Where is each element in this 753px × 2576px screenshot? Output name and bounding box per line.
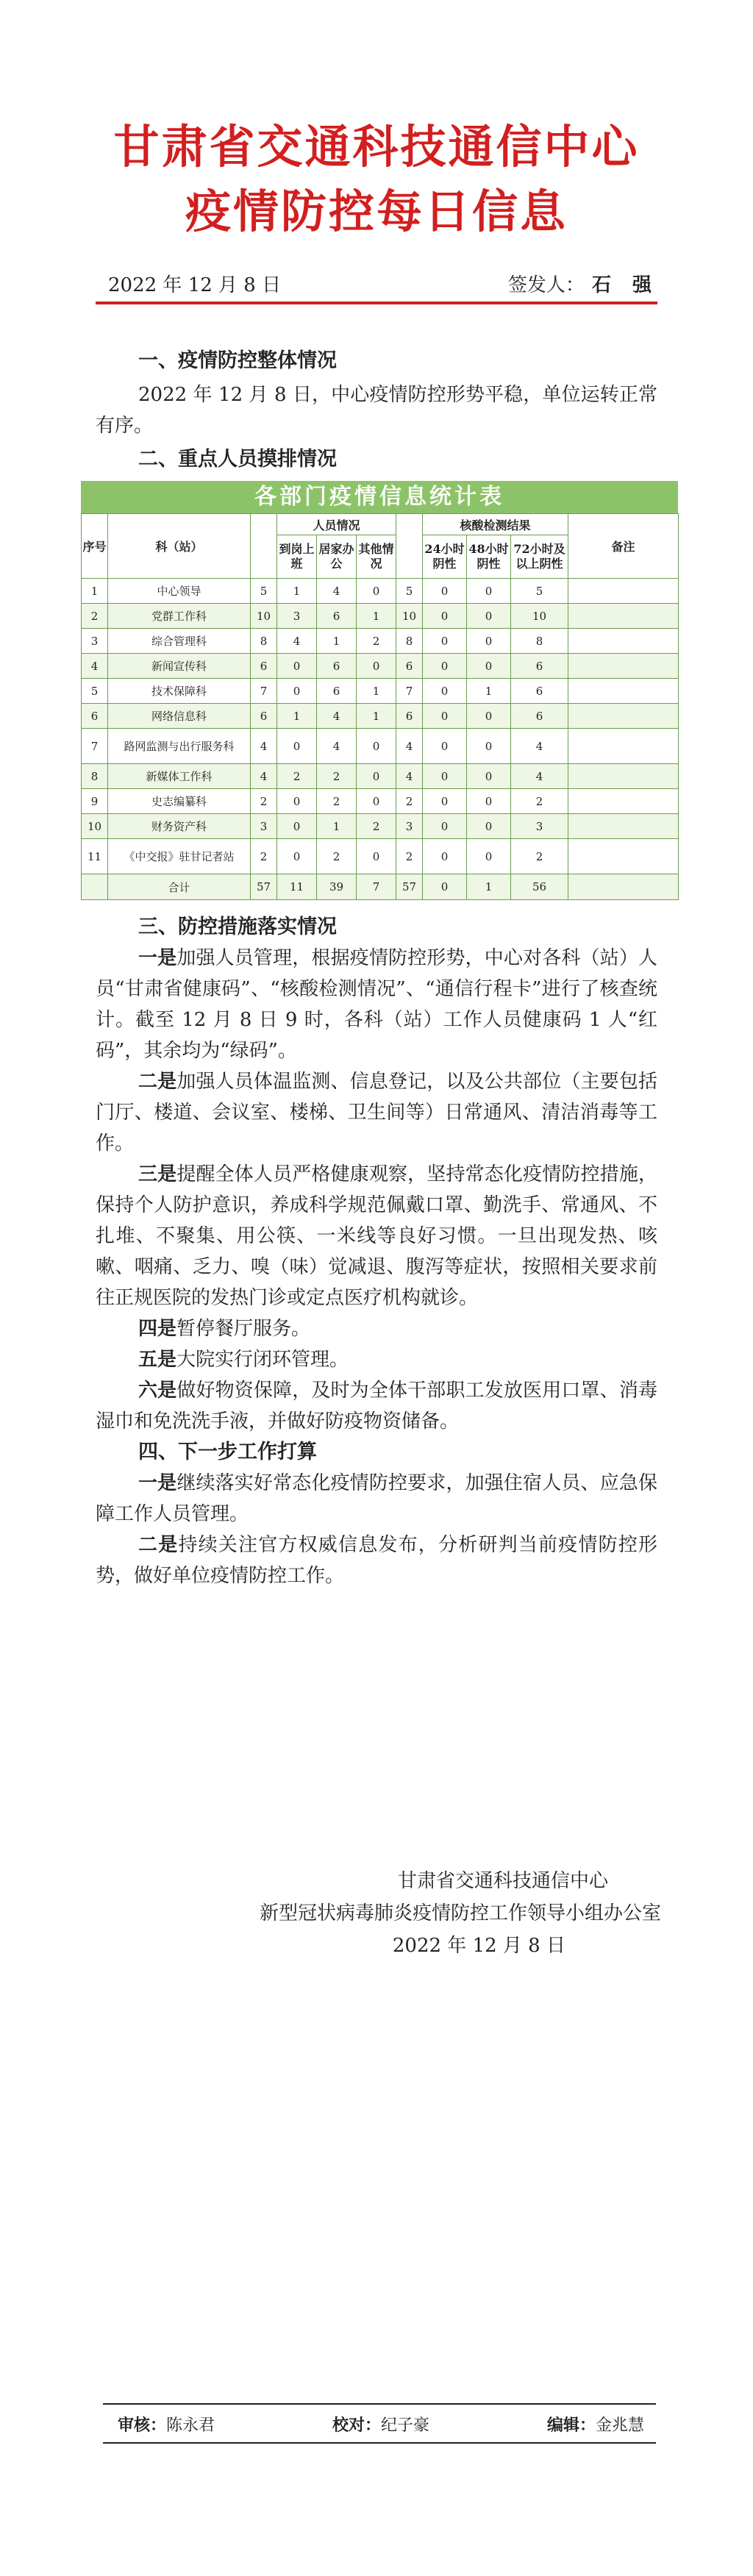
cell-total: 7 xyxy=(251,679,277,704)
credit-edit xyxy=(547,2411,644,2441)
section-1-heading: 一、疫情防控整体情况 xyxy=(138,349,337,372)
cell-home: 2 xyxy=(317,764,357,789)
cell-total: 2 xyxy=(251,839,277,874)
header-divider xyxy=(96,302,657,304)
cell-remark xyxy=(568,629,679,654)
cell-home: 1 xyxy=(317,814,357,839)
cell-h24: 2 xyxy=(396,789,423,814)
section4-item xyxy=(96,1530,657,1591)
signer-name: 石 强 xyxy=(591,274,659,296)
header-personnel-group: 人员情况 xyxy=(277,514,396,535)
review-name: 陈永君 xyxy=(166,2416,215,2435)
cell-h24: 10 xyxy=(396,604,423,629)
cell-name: 技术保障科 xyxy=(108,679,251,704)
cell-total: 8 xyxy=(251,629,277,654)
table-row xyxy=(82,654,679,679)
proof-name: 纪子豪 xyxy=(381,2416,430,2435)
footer-office: 新型冠状病毒肺炎疫情防控工作领导小组办公室 xyxy=(259,1902,661,1924)
section-1 xyxy=(96,346,657,475)
cell-seq: 8 xyxy=(82,764,108,789)
section3-item xyxy=(96,1066,657,1159)
cell-h48: 0 xyxy=(423,654,467,679)
cell-home: 6 xyxy=(317,654,357,679)
cell-total: 10 xyxy=(251,604,277,629)
cell-seq: 3 xyxy=(82,629,108,654)
table-row xyxy=(82,839,679,874)
cell-name: 中心领导 xyxy=(108,579,251,604)
cell-total: 3 xyxy=(251,814,277,839)
cell-h72: 0 xyxy=(467,579,511,604)
cell-h72: 1 xyxy=(467,679,511,704)
section-1-paragraph: 2022 年 12 月 8 日，中心疫情防控形势平稳，单位运转正常有序。 xyxy=(96,384,657,437)
table-title: 各部门疫情信息统计表 xyxy=(81,481,678,513)
cell-h72: 0 xyxy=(467,604,511,629)
item-text: 暂停餐厅服务。 xyxy=(176,1318,311,1340)
proof-label: 校对： xyxy=(332,2416,382,2435)
item-lead: 一是 xyxy=(138,1472,177,1494)
cell-onsite: 4 xyxy=(277,629,317,654)
credits-top-rule xyxy=(103,2403,656,2405)
item-text: 加强人员管理，根据疫情防控形势，中心对各科（站）人员“甘肃省健康码”、“核酸检测情况”、“通信行程卡”进行了核查统计。截至 12 月 8 日 9 时，各科（站）工作人员健康码 1 人“红码”，其余均为“绿码”。 xyxy=(96,947,657,1062)
header-dept: 科（站） xyxy=(108,514,251,579)
cell-total: 6 xyxy=(251,704,277,729)
cell-onsite: 2 xyxy=(277,764,317,789)
cell-h72p: 6 xyxy=(511,679,568,704)
item-text: 持续关注官方权威信息发布，分析研判当前疫情防控形势，做好单位疫情防控工作。 xyxy=(96,1534,657,1587)
cell-h72p: 2 xyxy=(511,789,568,814)
table-row xyxy=(82,679,679,704)
section3-item xyxy=(96,1344,657,1375)
cell-remark xyxy=(568,789,679,814)
cell-onsite: 0 xyxy=(277,789,317,814)
total-cell-other: 7 xyxy=(357,874,396,900)
cell-seq: 9 xyxy=(82,789,108,814)
total-cell-remark xyxy=(568,874,679,900)
item-lead: 三是 xyxy=(138,1163,177,1185)
item-lead: 六是 xyxy=(138,1380,177,1402)
cell-other: 0 xyxy=(357,839,396,874)
cell-h72p: 6 xyxy=(511,654,568,679)
header-gap xyxy=(396,514,423,579)
cell-other: 0 xyxy=(357,654,396,679)
cell-h72: 0 xyxy=(467,629,511,654)
cell-remark xyxy=(568,814,679,839)
cell-remark xyxy=(568,579,679,604)
item-text: 做好物资保障，及时为全体干部职工发放医用口罩、消毒湿巾和免洗洗手液，并做好防疫物资储备。 xyxy=(96,1380,657,1433)
table-row xyxy=(82,814,679,839)
cell-h48: 0 xyxy=(423,704,467,729)
total-cell-h48: 0 xyxy=(423,874,467,900)
cell-seq: 10 xyxy=(82,814,108,839)
cell-name: 《中交报》驻甘记者站 xyxy=(108,839,251,874)
cell-other: 2 xyxy=(357,629,396,654)
cell-h48: 0 xyxy=(423,729,467,764)
cell-home: 1 xyxy=(317,629,357,654)
cell-h24: 5 xyxy=(396,579,423,604)
cell-h72p: 4 xyxy=(511,764,568,789)
cell-h24: 6 xyxy=(396,654,423,679)
document-subtitle: 疫情防控每日信息 xyxy=(185,185,568,238)
cell-seq: 2 xyxy=(82,604,108,629)
cell-h48: 0 xyxy=(423,789,467,814)
cell-h24: 8 xyxy=(396,629,423,654)
item-lead: 二是 xyxy=(138,1071,177,1093)
header-other: 其他情况 xyxy=(357,535,396,579)
item-lead: 一是 xyxy=(138,947,177,969)
section-2-heading: 二、重点人员摸排情况 xyxy=(138,448,337,471)
cell-seq: 1 xyxy=(82,579,108,604)
cell-h48: 0 xyxy=(423,814,467,839)
cell-onsite: 3 xyxy=(277,604,317,629)
item-lead: 四是 xyxy=(138,1318,177,1340)
signer-label: 签发人： xyxy=(507,274,585,296)
cell-name: 党群工作科 xyxy=(108,604,251,629)
table-row xyxy=(82,789,679,814)
cell-h24: 4 xyxy=(396,729,423,764)
cell-total: 4 xyxy=(251,729,277,764)
cell-other: 0 xyxy=(357,764,396,789)
document-title: 甘肃省交通科技通信中心 xyxy=(113,120,640,174)
cell-h48: 0 xyxy=(423,679,467,704)
cell-h72: 0 xyxy=(467,789,511,814)
table-total-row xyxy=(82,874,679,900)
cell-h72: 0 xyxy=(467,654,511,679)
issue-date: 2022 年 12 月 8 日 xyxy=(108,274,282,296)
edit-label: 编辑： xyxy=(547,2416,596,2435)
edit-name: 金兆慧 xyxy=(596,2416,645,2435)
cell-name: 路网监测与出行服务科 xyxy=(108,729,251,764)
cell-h24: 3 xyxy=(396,814,423,839)
section-3 xyxy=(96,912,657,1591)
total-cell-label: 合计 xyxy=(108,874,251,900)
cell-onsite: 0 xyxy=(277,654,317,679)
footer-date: 2022 年 12 月 8 日 xyxy=(392,1935,565,1957)
cell-h48: 0 xyxy=(423,579,467,604)
table-row xyxy=(82,604,679,629)
cell-remark xyxy=(568,764,679,789)
header-total xyxy=(251,514,277,579)
total-cell-total: 57 xyxy=(251,874,277,900)
cell-home: 4 xyxy=(317,704,357,729)
cell-h72p: 3 xyxy=(511,814,568,839)
cell-home: 2 xyxy=(317,839,357,874)
total-cell-home: 39 xyxy=(317,874,357,900)
cell-h24: 7 xyxy=(396,679,423,704)
section3-item xyxy=(96,1375,657,1437)
cell-home: 4 xyxy=(317,579,357,604)
cell-h48: 0 xyxy=(423,604,467,629)
cell-remark xyxy=(568,839,679,874)
signer xyxy=(508,270,659,297)
table-row xyxy=(82,729,679,764)
section-4-items xyxy=(96,1468,657,1591)
cell-remark xyxy=(568,729,679,764)
cell-onsite: 0 xyxy=(277,814,317,839)
header-seq: 序号 xyxy=(82,514,108,579)
table-row xyxy=(82,629,679,654)
cell-h72p: 8 xyxy=(511,629,568,654)
section3-item xyxy=(96,943,657,1066)
section3-item xyxy=(96,1159,657,1313)
cell-h72: 0 xyxy=(467,839,511,874)
section-4-heading: 四、下一步工作打算 xyxy=(138,1441,317,1463)
cell-h72p: 4 xyxy=(511,729,568,764)
cell-name: 财务资产科 xyxy=(108,814,251,839)
section4-item xyxy=(96,1468,657,1530)
total-cell-h72: 1 xyxy=(467,874,511,900)
item-lead: 二是 xyxy=(138,1534,179,1556)
total-cell-seq xyxy=(82,874,108,900)
cell-home: 6 xyxy=(317,604,357,629)
cell-other: 0 xyxy=(357,579,396,604)
total-cell-h72p: 56 xyxy=(511,874,568,900)
header-test-group: 核酸检测结果 xyxy=(423,514,568,535)
cell-h72: 0 xyxy=(467,764,511,789)
section-3-heading: 三、防控措施落实情况 xyxy=(138,916,337,938)
cell-name: 网络信息科 xyxy=(108,704,251,729)
cell-h24: 4 xyxy=(396,764,423,789)
cell-home: 6 xyxy=(317,679,357,704)
credits-bottom-rule xyxy=(103,2442,656,2444)
footer-organization: 甘肃省交通科技通信中心 xyxy=(397,1870,608,1892)
cell-home: 4 xyxy=(317,729,357,764)
cell-other: 0 xyxy=(357,729,396,764)
item-text: 大院实行闭环管理。 xyxy=(176,1349,349,1371)
total-cell-onsite: 11 xyxy=(277,874,317,900)
cell-onsite: 1 xyxy=(277,579,317,604)
cell-onsite: 0 xyxy=(277,839,317,874)
total-cell-h24: 57 xyxy=(396,874,423,900)
cell-total: 4 xyxy=(251,764,277,789)
cell-other: 0 xyxy=(357,789,396,814)
cell-h24: 2 xyxy=(396,839,423,874)
cell-h72p: 6 xyxy=(511,704,568,729)
cell-total: 5 xyxy=(251,579,277,604)
cell-other: 1 xyxy=(357,604,396,629)
header-72h: 72小时及以上阴性 xyxy=(511,535,568,579)
cell-name: 综合管理科 xyxy=(108,629,251,654)
cell-remark xyxy=(568,704,679,729)
cell-h72p: 2 xyxy=(511,839,568,874)
cell-h24: 6 xyxy=(396,704,423,729)
header-home: 居家办公 xyxy=(317,535,357,579)
cell-h72: 0 xyxy=(467,704,511,729)
table-row xyxy=(82,579,679,604)
cell-total: 6 xyxy=(251,654,277,679)
cell-seq: 11 xyxy=(82,839,108,874)
cell-remark xyxy=(568,679,679,704)
cell-home: 2 xyxy=(317,789,357,814)
section-3-items xyxy=(96,943,657,1437)
header-remark: 备注 xyxy=(568,514,679,579)
cell-h72: 0 xyxy=(467,814,511,839)
cell-onsite: 1 xyxy=(277,704,317,729)
table-row xyxy=(82,704,679,729)
cell-onsite: 0 xyxy=(277,729,317,764)
cell-seq: 7 xyxy=(82,729,108,764)
cell-h48: 0 xyxy=(423,764,467,789)
stats-table-container xyxy=(81,481,678,900)
cell-name: 史志编纂科 xyxy=(108,789,251,814)
table-body xyxy=(82,579,679,900)
item-text: 提醒全体人员严格健康观察，坚持常态化疫情防控措施，保持个人防护意识，养成科学规范佩戴口罩、勤洗手、常通风、不扎堆、不聚集、用公筷、一米线等良好习惯。一旦出现发热、咳嗽、咽痛、乏力、嗅（味）觉减退、腹泻等症状，按照相关要求前往正规医院的发热门诊或定点医疗机构就诊。 xyxy=(96,1163,657,1309)
cell-h72p: 10 xyxy=(511,604,568,629)
section3-item xyxy=(96,1313,657,1344)
credit-proof xyxy=(332,2411,429,2441)
header-onsite: 到岗上班 xyxy=(277,535,317,579)
cell-other: 1 xyxy=(357,704,396,729)
cell-other: 1 xyxy=(357,679,396,704)
cell-h72: 0 xyxy=(467,729,511,764)
cell-seq: 4 xyxy=(82,654,108,679)
item-text: 加强人员体温监测、信息登记，以及公共部位（主要包括门厅、楼道、会议室、楼梯、卫生间等）日常通风、清洁消毒等工作。 xyxy=(96,1071,657,1155)
cell-seq: 6 xyxy=(82,704,108,729)
cell-seq: 5 xyxy=(82,679,108,704)
cell-total: 2 xyxy=(251,789,277,814)
credit-review xyxy=(118,2411,215,2441)
cell-name: 新媒体工作科 xyxy=(108,764,251,789)
stats-table xyxy=(81,513,679,900)
cell-h48: 0 xyxy=(423,839,467,874)
cell-name: 新闻宣传科 xyxy=(108,654,251,679)
review-label: 审核： xyxy=(118,2416,167,2435)
item-lead: 五是 xyxy=(138,1349,177,1371)
table-row xyxy=(82,764,679,789)
item-text: 继续落实好常态化疫情防控要求，加强住宿人员、应急保障工作人员管理。 xyxy=(96,1472,657,1525)
header-24h: 24小时阴性 xyxy=(423,535,467,579)
cell-onsite: 0 xyxy=(277,679,317,704)
cell-remark xyxy=(568,604,679,629)
cell-h48: 0 xyxy=(423,629,467,654)
cell-remark xyxy=(568,654,679,679)
header-48h: 48小时阴性 xyxy=(467,535,511,579)
cell-h72p: 5 xyxy=(511,579,568,604)
cell-other: 2 xyxy=(357,814,396,839)
